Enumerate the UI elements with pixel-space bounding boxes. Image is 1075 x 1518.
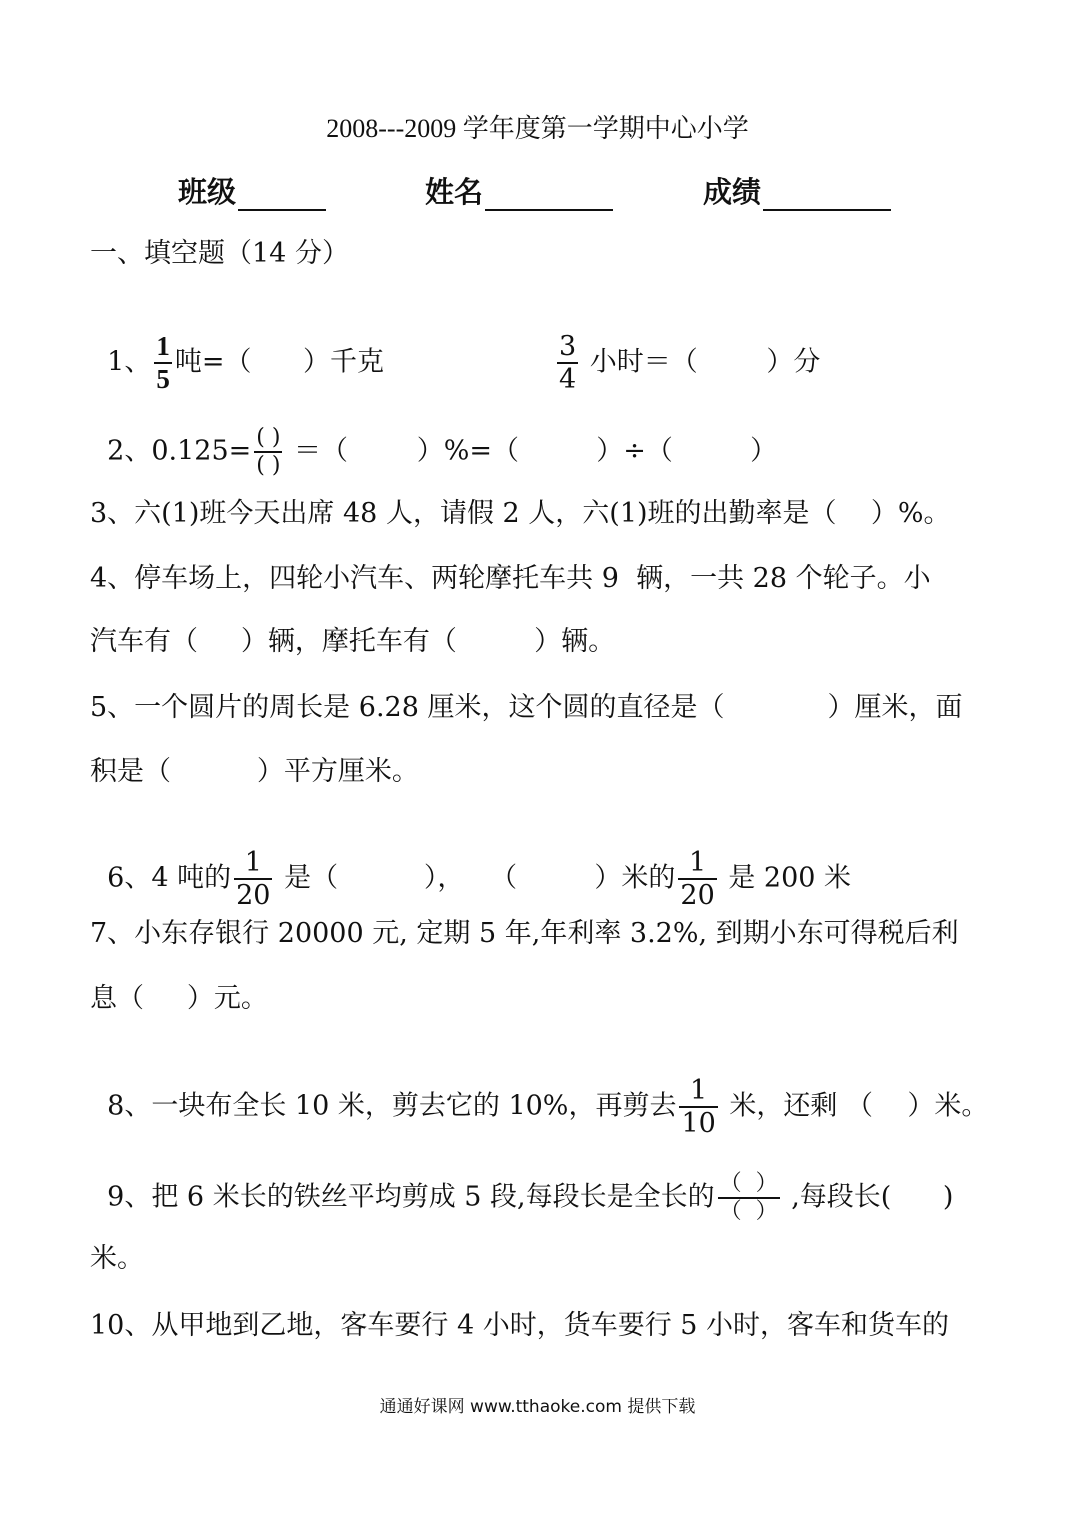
q6-part-a: 6、4 吨的: [107, 862, 232, 894]
q9-frac-den: （ ）: [719, 1199, 778, 1224]
q2-prefix: 2、0.125=: [107, 435, 252, 467]
question-7-line-1: 7、小东存银行 20000 元, 定期 5 年,年利率 3.2%, 到期小东可得税后利: [90, 918, 959, 949]
exam-title: 2008---2009 学年度第一学期中心小学: [326, 114, 749, 143]
q2-frac-den: ( ): [256, 453, 281, 478]
section-heading: 一、填空题（14 分）: [90, 238, 349, 269]
q8-part-b: 米，还剩 （ ）米。: [720, 1090, 989, 1122]
q1-frac-a-den: 5: [156, 364, 170, 394]
q8-frac-num: 1: [690, 1075, 708, 1106]
q2-fraction: [254, 427, 282, 477]
class-label: 班级: [178, 175, 237, 209]
q1-part-a: 吨=（ ）千克: [174, 346, 384, 378]
q9-frac-num: （ ）: [719, 1171, 778, 1196]
q2-rest: ＝（ ）%=（ ）÷（ ）: [285, 435, 778, 467]
q6-frac-b-num: 1: [688, 847, 707, 878]
q9-part-a: 9、把 6 米长的铁丝平均剪成 5 段,每段长是全长的: [107, 1181, 715, 1213]
score-field: [703, 170, 891, 211]
q1-fraction-b: [557, 333, 578, 393]
q6-fraction-b: [678, 849, 716, 909]
question-4-line-1: 4、停车场上，四轮小汽车、两轮摩托车共 9 辆，一共 28 个轮子。小: [90, 563, 931, 594]
q6-frac-b-den: 20: [680, 880, 715, 911]
question-6: [90, 822, 851, 909]
q1-part-b: 小时＝（ ）分: [589, 346, 821, 378]
q1-prefix: 1、: [107, 346, 152, 378]
question-5-line-1: 5、一个圆片的周长是 6.28 厘米，这个圆的直径是（ ）厘米，面: [90, 692, 963, 723]
q8-frac-den: 10: [681, 1108, 716, 1139]
q6-fraction-a: [234, 849, 272, 909]
q6-part-b: 是（ ）， （ ）米的: [275, 862, 676, 894]
question-8: [90, 1050, 988, 1137]
name-field: [425, 170, 613, 211]
score-label: 成绩: [703, 175, 762, 209]
q1-frac-b-den: 4: [558, 364, 577, 395]
q6-frac-a-num: 1: [244, 847, 262, 878]
q6-frac-a-den: 20: [236, 880, 271, 911]
question-4-line-2: 汽车有（ ）辆，摩托车有（ ）辆。: [90, 626, 616, 657]
question-1: [90, 306, 820, 393]
question-9-line-2: 米。: [90, 1243, 144, 1274]
q6-part-c: 是 200 米: [719, 862, 852, 894]
q1-frac-b-num: 3: [558, 331, 577, 362]
q2-frac-num: ( ): [256, 425, 281, 450]
question-7-line-2: 息（ ）元。: [90, 983, 268, 1014]
q8-part-a: 8、一块布全长 10 米，剪去它的 10%，再剪去: [107, 1090, 677, 1122]
name-label: 姓名: [425, 175, 484, 209]
question-3: 3、六(1)班今天出席 48 人，请假 2 人，六(1)班的出勤率是（ ）%。: [90, 498, 951, 529]
name-blank[interactable]: [485, 183, 613, 211]
q8-fraction: [679, 1077, 717, 1137]
q1-frac-a-num: 1: [156, 331, 170, 361]
class-blank[interactable]: [238, 183, 326, 211]
question-2: [90, 400, 777, 477]
score-blank[interactable]: [763, 183, 891, 211]
question-5-line-2: 积是（ ）平方厘米。: [90, 756, 419, 787]
question-9: [90, 1146, 953, 1223]
q9-part-b: ,每段长( ): [782, 1181, 954, 1213]
question-10-line-1: 10、从甲地到乙地，客车要行 4 小时，货车要行 5 小时，客车和货车的: [90, 1310, 950, 1341]
q9-fraction: [718, 1173, 780, 1223]
class-field: [178, 170, 326, 211]
footer-credit: 通通好课网 www.tthaoke.com 提供下载: [379, 1397, 696, 1417]
q1-fraction-a: [154, 333, 172, 393]
